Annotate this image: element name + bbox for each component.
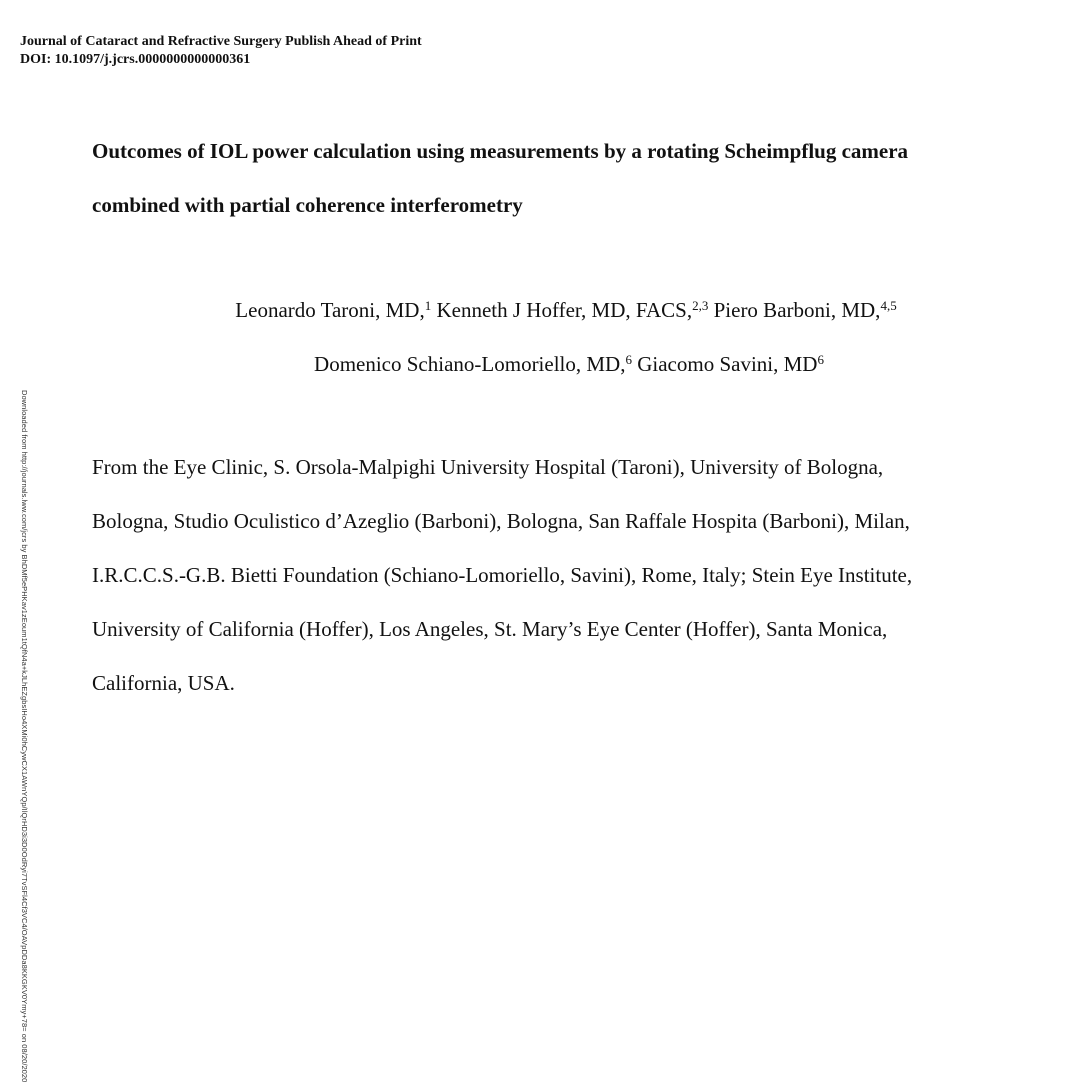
author-affiliation-mark: 4,5 <box>880 297 897 313</box>
affiliation-line: Bologna, Studio Oculistico d’Azeglio (Barboni), Bologna, San Raffale Hospita (Barboni), Milan, <box>92 509 910 533</box>
author-affiliation-mark: 6 <box>817 351 824 367</box>
doi: DOI: 10.1097/j.jcrs.0000000000000361 <box>20 52 251 67</box>
author-affiliation-mark: 1 <box>424 297 432 313</box>
title-line-2: combined with partial coherence interferometry <box>92 193 523 217</box>
author-line-2 <box>0 337 1080 391</box>
affiliation-line: California, USA. <box>92 671 235 695</box>
author-list <box>0 283 1080 391</box>
author-affiliation-mark: 2,3 <box>692 297 709 313</box>
author-name: Kenneth J Hoffer, MD, FACS, <box>431 298 693 322</box>
paper-title <box>92 124 1052 232</box>
author-affiliation-mark: 6 <box>625 351 632 367</box>
affiliation-line: I.R.C.C.S.-G.B. Bietti Foundation (Schiano-Lomoriello, Savini), Rome, Italy; Stein Eye Institute, <box>92 563 913 587</box>
author-name: Leonardo Taroni, MD, <box>235 298 425 322</box>
affiliation-line: University of California (Hoffer), Los Angeles, St. Mary’s Eye Center (Hoffer), Santa Monica, <box>92 617 888 641</box>
affiliation-line: From the Eye Clinic, S. Orsola-Malpighi University Hospital (Taroni), University of Bologna, <box>92 455 884 479</box>
journal-header <box>20 33 422 69</box>
download-watermark: Downloaded from http://journals.lww.com/jcrs by BhDMf5ePHKav1zEoum1tQfN4a+kJLhEZgbsIHo4XMi0hCywCX1AWnYQp/IlQrHD3i3D0OdRyi7TvSFl4Cf3VC4/OAVpDDa8KKGKV0Ymy+78= on 08/20/2020 <box>20 390 29 1082</box>
author-name: Domenico Schiano-Lomoriello, MD, <box>314 352 626 376</box>
title-line-1: Outcomes of IOL power calculation using measurements by a rotating Scheimpflug camera <box>92 139 909 163</box>
author-line-1 <box>0 283 1080 337</box>
author-name: Piero Barboni, MD, <box>708 298 881 322</box>
journal-name: Journal of Cataract and Refractive Surgery Publish Ahead of Print <box>20 34 422 49</box>
author-name: Giacomo Savini, MD <box>631 352 818 376</box>
affiliation-paragraph <box>92 440 1052 710</box>
